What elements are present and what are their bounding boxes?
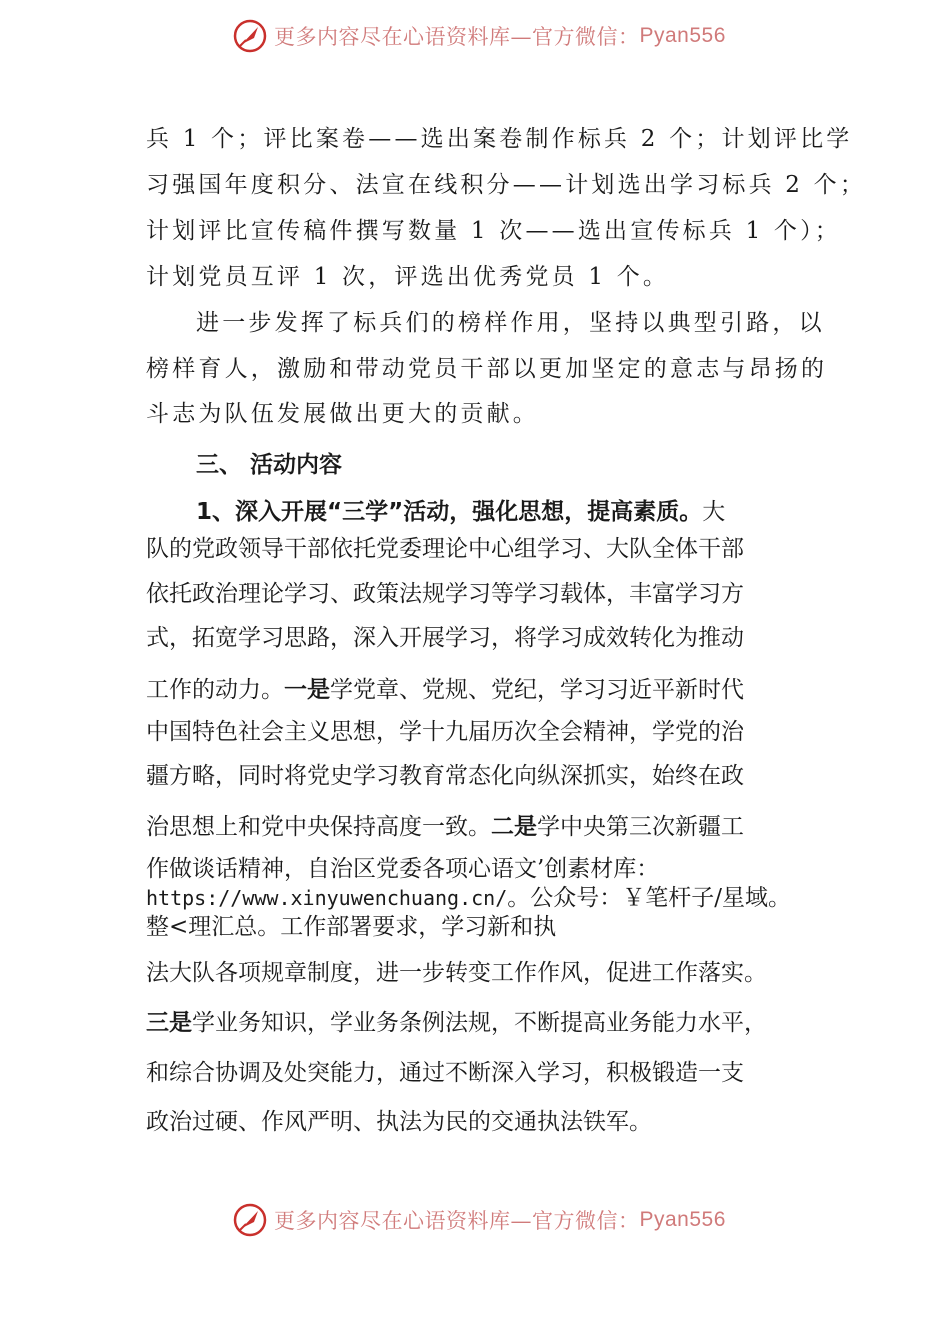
- body-line-8: [146, 812, 744, 842]
- point-one-label: 一是: [284, 677, 330, 703]
- body-line-3: 依托政治理论学习、政策法规学习等学习载体，丰富学习方: [146, 581, 744, 607]
- section-heading: 三、 活动内容: [196, 452, 343, 478]
- para1-line-1: 兵 1 个；评比案卷——选出案卷制作标兵 2 个；计划评比学: [146, 126, 853, 152]
- header-watermark: [232, 16, 726, 56]
- footer-watermark: [232, 1200, 726, 1240]
- body-line-12: 法大队各项规章制度，进一步转变工作作风，促进工作落实。: [146, 960, 767, 986]
- body-line-9: 作做谈话精神，自治区党委各项心语文’创素材库：: [146, 856, 660, 882]
- body-line-6: 中国特色社会主义思想，学十九届历次全会精神，学党的治: [146, 719, 744, 745]
- watermark-text: 更多内容尽在心语资料库—官方微信：: [274, 25, 640, 49]
- body-line-5-a: 工作的动力。: [146, 677, 284, 703]
- para1-line-2: 习强国年度积分、法宣在线积分——计划选出学习标兵 2 个；: [146, 172, 867, 198]
- para1-line-3: 计划评比宣传稿件撰写数量 1 次——选出宣传标兵 1 个）；: [146, 218, 842, 244]
- watermark-id: Pyan556: [639, 1208, 726, 1231]
- body-line-10-b: 。公众号：￥笔杆子/星域。: [507, 885, 791, 911]
- body-line-5-c: 学党章、党规、党纪，学习习近平新时代: [330, 677, 744, 703]
- body-line-10: [146, 883, 791, 913]
- body-line-13: [146, 1008, 767, 1038]
- body-line-7: 疆方略，同时将党史学习教育常态化向纵深抓实，始终在政: [146, 763, 744, 789]
- body-line-15: 政治过硬、作风严明、执法为民的交通执法铁军。: [146, 1109, 652, 1135]
- body-line-13-b: 学业务知识，学业务条例法规，不断提高业务能力水平，: [192, 1010, 767, 1036]
- body-line-14: 和综合协调及处突能力，通过不断深入学习，积极锻造一支: [146, 1060, 744, 1086]
- url-text: https://www.xinyuwenchuang.cn/: [146, 886, 508, 910]
- para2-line-3: 斗志为队伍发展做出更大的贡献。: [146, 401, 539, 427]
- body-line-4: 式，拓宽学习思路，深入开展学习，将学习成效转化为推动: [146, 625, 744, 651]
- quill-logo-icon: [232, 1202, 268, 1238]
- para2-line-1: 进一步发挥了标兵们的榜样作用，坚持以典型引路，以: [196, 310, 825, 336]
- body-line-8-c: 学中央第三次新疆工: [537, 814, 744, 840]
- watermark-id: Pyan556: [639, 24, 726, 47]
- sub-heading: 1、深入开展“三学”活动，强化思想，提高素质。: [196, 499, 703, 525]
- quill-logo-icon: [232, 18, 268, 54]
- body-line-11: 整<理汇总。工作部署要求，学习新和执: [146, 914, 557, 940]
- body-line-5: [146, 675, 744, 705]
- body-line-8-a: 治思想上和党中央保持高度一致。: [146, 814, 491, 840]
- para1-line-4: 计划党员互评 1 次，评选出优秀党员 1 个。: [146, 264, 670, 290]
- body-line-1: [196, 497, 725, 527]
- point-two-label: 二是: [491, 814, 537, 840]
- body-line-1-tail: 大: [702, 499, 726, 525]
- watermark-text: 更多内容尽在心语资料库—官方微信：: [274, 1209, 640, 1233]
- para2-line-2: 榜样育人，激励和带动党员干部以更加坚定的意志与昂扬的: [146, 356, 828, 382]
- point-three-label: 三是: [146, 1010, 192, 1036]
- body-line-2: 队的党政领导干部依托党委理论中心组学习、大队全体干部: [146, 536, 744, 562]
